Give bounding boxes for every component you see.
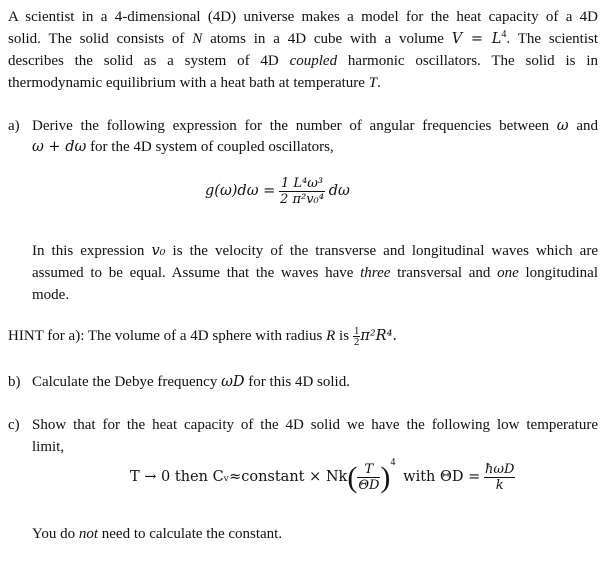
part-a-explanation-1: In this expression v₀ is the velocity of the transverse and longitudinal waves which are [32, 243, 598, 259]
part-c-line-2: limit, [32, 439, 65, 455]
intro-line-1: A scientist in a 4-dimensional (4D) universe makes a model for the heat capacity of a 4D [8, 9, 598, 25]
formula-c-lhs: T → 0 then Cᵥ≈constant × Nk [130, 468, 348, 485]
intro-line-4: thermodynamic equilibrium with a heat bath at temperature T. [8, 75, 381, 91]
formula-c-theta-fraction: $\frac{\text{ħωD}}{k}$ [485, 462, 515, 493]
formula-lhs: g(ω)dω = [205, 182, 276, 199]
intro-line-3: describes the solid as a system of 4D coupled harmonic oscillators. The solid is in [8, 53, 598, 69]
hint-line: HINT for a): The volume of a 4D sphere with radius R is $\frac{1}{2}$ π²R⁴. [8, 325, 397, 349]
hint-fraction: $\frac{1}{2}$ [353, 325, 360, 349]
part-a-line-1: Derive the following expression for the number of angular frequencies between ω and [32, 118, 598, 134]
part-a-label: a) [8, 118, 20, 134]
part-c-line-1: Show that for the heat capacity of the 4D solid we have the following low temperature [32, 417, 598, 433]
formula-rhs: dω [328, 182, 350, 199]
part-a-explanation-2: assumed to be equal. Assume that the waves have three transversal and one longitudinal [32, 265, 598, 281]
part-a-line-2: ω + dω for the 4D system of coupled oscillators, [32, 139, 334, 155]
intro-line-2: solid. The solid consists of N atoms in a 4D cube with a volume $V = L^4$. The scientist [8, 29, 599, 47]
density-of-states-formula [205, 176, 350, 207]
heat-capacity-formula: T → 0 then Cᵥ≈constant × Nk( $\frac{T}{\Theta D}$ )$^4$ with ΘD = $\frac{\text{ħωD}}{k}$ [130, 456, 515, 494]
part-b-label: b) [8, 374, 21, 390]
part-b-text: Calculate the Debye frequency ωD for this 4D solid. [32, 374, 350, 390]
part-a-explanation-3: mode. [32, 287, 70, 303]
part-c-note: You do not need to calculate the constant. [32, 526, 283, 542]
formula-fraction: $\frac{\text{1 L⁴ω³}}{\text{2 π²v₀⁴}}$ [280, 176, 324, 207]
part-c-label: c) [8, 417, 20, 433]
formula-c-fraction: $\frac{T}{\Theta D}$ [358, 462, 380, 493]
